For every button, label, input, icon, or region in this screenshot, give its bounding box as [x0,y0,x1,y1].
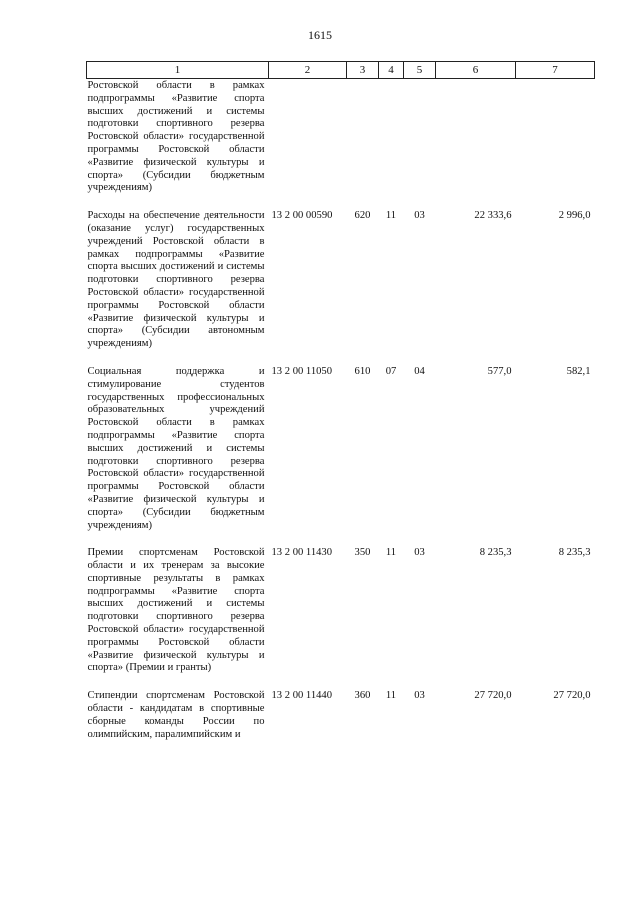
column-header-5: 5 [404,62,436,79]
row-rz: 11 [385,210,397,222]
row-vr [347,79,379,211]
column-header-1: 1 [87,62,269,79]
row-sum-1: 27 720,0 [474,690,512,702]
column-header-3: 3 [347,62,379,79]
row-code: 13 2 00 11430 [271,547,333,559]
table-header-row [87,62,595,79]
row-description: Премии спортсменам Ростовской области и их тренерам за высокие спортивные результаты в рамках подпрограммы «Развитие спорта высших достижений и системы подготовки спортивного резерва Ростовской области» государственной программы Ростовской области «Развитие физической культуры и спорта» (Премии и гранты) [87,547,265,674]
row-code [269,79,347,211]
row-sum-1 [436,79,516,211]
row-description: Ростовской области в рамках подпрограммы «Развитие спорта высших достижений и системы подготовки спортивного резерва Ростовской области» государственной программы Ростовской области «Развитие физической культуры и спорта» (Субсидии бюджетным учреждениям) [87,80,265,194]
table-row [87,690,595,741]
row-sum-2 [516,79,595,211]
row-pr [404,79,436,211]
row-vr: 360 [354,690,371,702]
table-row [87,79,595,211]
row-code: 13 2 00 11440 [271,690,333,702]
row-pr: 03 [414,547,425,559]
row-sum-1: 577,0 [487,365,512,377]
row-rz: 11 [385,547,397,559]
column-header-6: 6 [436,62,516,79]
table-row [87,210,595,366]
row-sum-2: 582,1 [566,365,591,377]
column-header-2: 2 [269,62,347,79]
row-vr: 620 [354,210,371,222]
page-number: 1615 [308,28,332,42]
row-description: Расходы на обеспечение деятельности (оказание услуг) государственных учреждений Ростовской области в рамках подпрограммы «Развитие спорта высших достижений и системы подготовки спортивного резерва Ростовской области» государственной программы Ростовской области «Развитие физической культуры и спорта» (Субсидии автономным учреждениям) [87,210,265,350]
row-code: 13 2 00 11050 [271,365,333,377]
row-sum-1: 22 333,6 [474,210,512,222]
row-pr: 03 [414,690,425,702]
row-sum-2: 2 996,0 [558,210,591,222]
row-sum-2: 8 235,3 [558,547,591,559]
row-rz: 11 [385,690,397,702]
row-rz [379,79,404,211]
row-pr: 04 [414,365,425,377]
row-description: Социальная поддержка и стимулирование студентов государственных профессиональных образовательных учреждений Ростовской области в рамках подпрограммы «Развитие спорта высших достижений и системы подготовки спортивного резерва Ростовской области» государственной программы Ростовской области «Развитие физической культуры и спорта» (Субсидии бюджетным учреждениям) [87,365,265,531]
row-pr: 03 [414,210,425,222]
row-vr: 610 [354,365,371,377]
row-rz: 07 [385,365,397,377]
column-header-7: 7 [516,62,595,79]
table-row [87,366,595,547]
row-description: Стипендии спортсменам Ростовской области - кандидатам в спортивные сборные команды России по олимпийским, паралимпийским и [87,690,265,740]
table-row [87,547,595,690]
budget-table [86,61,595,741]
row-sum-2: 27 720,0 [553,690,591,702]
column-header-4: 4 [379,62,404,79]
row-vr: 350 [354,547,371,559]
row-code: 13 2 00 00590 [271,210,333,222]
row-sum-1: 8 235,3 [479,547,512,559]
